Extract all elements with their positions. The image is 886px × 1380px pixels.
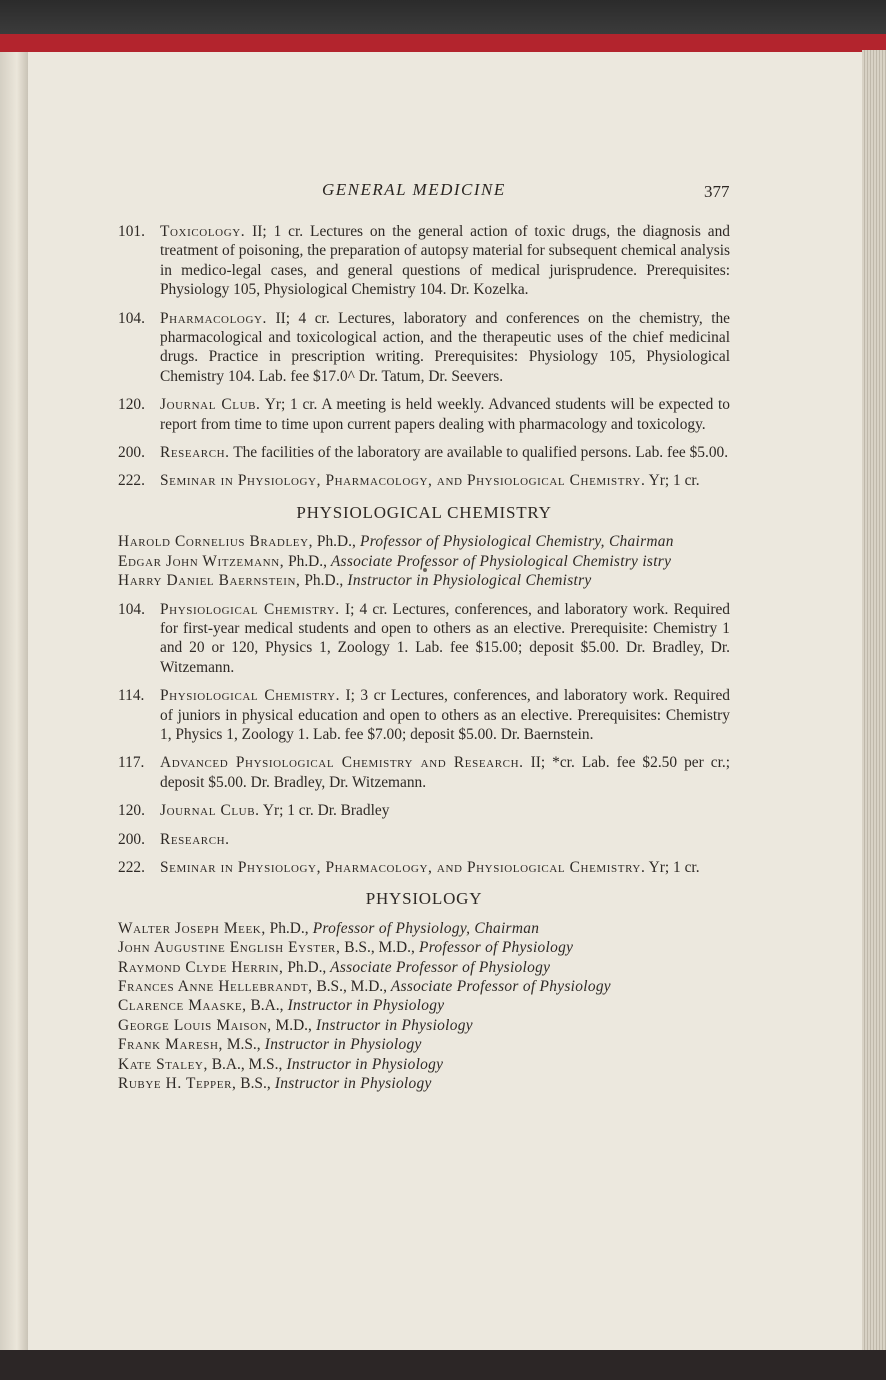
staff-degree: B.S., M.D., (340, 939, 415, 957)
staff-title: Instructor in Physiology (283, 997, 445, 1015)
course-number: 114. (118, 687, 145, 705)
physiological-chemistry-course-list (118, 600, 730, 878)
staff-name: Harold Cornelius Bradley, (118, 533, 314, 551)
staff-title: Professor of Physiological Chemistry, Chairman (355, 533, 674, 551)
staff-title: Instructor in Physiology (270, 1075, 432, 1093)
staff-name: Walter Joseph Meek, (118, 919, 266, 937)
staff-degree: B.S., (236, 1075, 271, 1093)
page-number: 377 (704, 182, 730, 201)
staff-name: Raymond Clyde Herrin, (118, 958, 284, 976)
course-entry (118, 443, 730, 462)
course-description (160, 309, 730, 387)
bottom-shadow (0, 1350, 886, 1380)
staff-degree: B.S., M.D., (312, 978, 387, 995)
course-title: Journal Club. (160, 802, 260, 820)
course-number: 120. (118, 396, 145, 414)
staff-degree: Ph.D., (283, 958, 327, 976)
course-entry (118, 753, 730, 792)
staff-degree: B.A., (246, 997, 284, 1015)
course-description (160, 222, 730, 300)
page-header (0, 180, 886, 204)
course-details: Yr; 1 cr. A meeting is held weekly. Advanced students will be expected to report from time to time upon current papers dealing with pharmacology and toxicology. (160, 396, 730, 433)
staff-member (118, 1016, 730, 1035)
course-title: Advanced Physiological Chemistry and Research. (160, 754, 524, 772)
staff-degree: B.A., M.S., (207, 1055, 283, 1073)
course-details: II; 4 cr. Lectures, laboratory and conferences on the chemistry, the pharmacological and toxicological action, and the therapeutic uses of the chief medicinal drugs. Practice in prescription writing. Prerequisites: Physiology 105, Physiological Chemistry 104. Lab. fee $17.0^ Dr. Tatum, Dr. Seevers. (160, 309, 730, 385)
course-entry (118, 600, 730, 678)
course-description (160, 830, 730, 849)
staff-name: Harry Daniel Baernstein, (118, 572, 301, 590)
course-title: Research. (160, 444, 230, 462)
course-details: II; *cr. Lab. fee $2.50 per cr.; deposit $5.00. Dr. Bradley, Dr. Witzemann. (160, 754, 730, 791)
course-number: 104. (118, 600, 145, 618)
staff-name: Rubye H. Tepper, (118, 1075, 237, 1093)
course-description (160, 801, 730, 820)
course-title: Seminar in Physiology, Pharmacology, and Physiological Chemistry. (160, 858, 646, 876)
staff-title: Associate Professor of Physiology (387, 978, 611, 995)
course-description (160, 686, 730, 744)
staff-member (118, 996, 730, 1015)
course-description (160, 753, 730, 792)
staff-degree: M.S., (222, 1036, 261, 1054)
previous-page-edge (0, 52, 28, 1352)
staff-name: Kate Staley, (118, 1055, 208, 1073)
course-details: I; 4 cr. Lectures, conferences, and laboratory work. Required for first-year medical students and open to others as an elective. Prerequisite: Chemistry 1 and 20 or 120, Physics 1, Zoology 1. Lab. fee $15.00; deposit $5.00. Dr. Bradley, Dr. Witzemann. (160, 600, 731, 676)
staff-member (118, 1055, 730, 1074)
course-entry (118, 222, 730, 300)
physiology-staff (118, 919, 730, 1094)
pharmacology-course-list (118, 222, 730, 491)
staff-member (118, 958, 730, 977)
staff-name: George Louis Maison, (118, 1016, 272, 1034)
course-description (160, 471, 730, 490)
staff-title: Associate Professor of Physiology (326, 958, 551, 976)
course-number: 222. (118, 472, 145, 490)
running-head: GENERAL MEDICINE (322, 180, 506, 199)
page-edges (862, 50, 886, 1360)
staff-name: Clarence Maaske, (118, 997, 247, 1015)
staff-member (118, 1074, 730, 1093)
staff-name: John Augustine English Eyster, (118, 939, 341, 957)
staff-name: Frances Anne Hellebrandt, (118, 978, 313, 995)
course-description (160, 443, 730, 462)
section-heading-physiological-chemistry: PHYSIOLOGICAL CHEMISTRY (296, 502, 552, 522)
staff-member (118, 919, 730, 938)
course-details: Yr; 1 cr. (645, 858, 700, 876)
staff-member (118, 532, 730, 551)
staff-title: Instructor in Physiology (260, 1036, 422, 1054)
physiological-chemistry-staff (118, 532, 730, 590)
course-entry (118, 830, 730, 849)
staff-title: Associate Professor of Physiological Chemistry istry (326, 552, 672, 570)
staff-degree: Ph.D., (265, 919, 309, 937)
staff-name: Edgar John Witzemann, (118, 552, 285, 570)
course-title: Pharmacology. (160, 309, 267, 327)
staff-member (118, 571, 730, 590)
course-description (160, 395, 730, 434)
course-entry (118, 395, 730, 434)
course-entry (118, 858, 730, 877)
course-entry (118, 686, 730, 744)
course-number: 104. (118, 309, 145, 327)
staff-title: Instructor in Physiological Chemistry (343, 572, 592, 590)
course-title: Research. (160, 830, 230, 848)
staff-member (118, 977, 730, 996)
staff-degree: Ph.D., (284, 552, 327, 570)
course-details: Yr; 1 cr. (645, 472, 700, 490)
course-details: Yr; 1 cr. Dr. Bradley (259, 802, 390, 820)
course-number: 200. (118, 444, 145, 462)
course-title: Physiological Chemistry. (160, 687, 341, 705)
staff-title: Instructor in Physiology (282, 1055, 444, 1073)
course-description (160, 858, 730, 877)
staff-member (118, 1035, 730, 1054)
course-title: Physiological Chemistry. (160, 600, 340, 618)
staff-member (118, 938, 730, 957)
course-number: 117. (118, 754, 145, 772)
staff-member (118, 552, 730, 571)
course-entry (118, 471, 730, 490)
course-title: Toxicology. (160, 223, 246, 240)
course-entry (118, 801, 730, 820)
section-heading-physiology: PHYSIOLOGY (365, 889, 483, 909)
course-number: 101. (118, 223, 145, 240)
staff-title: Professor of Physiology (414, 939, 574, 957)
course-entry (118, 309, 730, 387)
staff-title: Professor of Physiology, Chairman (308, 919, 540, 937)
course-title: Seminar in Physiology, Pharmacology, and Physiological Chemistry. (160, 472, 646, 490)
course-details: The facilities of the laboratory are available to qualified persons. Lab. fee $5.00. (229, 444, 729, 462)
staff-degree: Ph.D., (300, 572, 344, 590)
course-description (160, 600, 730, 678)
course-number: 200. (118, 830, 145, 848)
staff-degree: M.D., (271, 1016, 312, 1034)
course-details: II; 1 cr. Lectures on the general action of toxic drugs, the diagnosis and treatment of poisoning, the preparation of autopsy material for subsequent chemical analysis in medico-legal cases, and general questions of medical jurisprudence. Prerequisites: Physiology 105, Physiological Chemistry 104. Dr. Kozelka. (160, 223, 730, 299)
staff-name: Frank Maresh, (118, 1036, 223, 1054)
course-title: Journal Club. (160, 396, 261, 414)
course-number: 222. (118, 858, 145, 876)
staff-degree: Ph.D., (313, 533, 356, 551)
staff-title: Instructor in Physiology (311, 1016, 473, 1034)
page-body (118, 222, 730, 1102)
course-details: I; 3 cr Lectures, conferences, and laboratory work. Required of juniors in physical education and open to others as an elective. Prerequisites: Chemistry 1, Physics 1, Zoology 1. Lab. fee $7.00; deposit $5.00. Dr. Baernstein. (160, 687, 730, 743)
course-number: 120. (118, 802, 145, 820)
